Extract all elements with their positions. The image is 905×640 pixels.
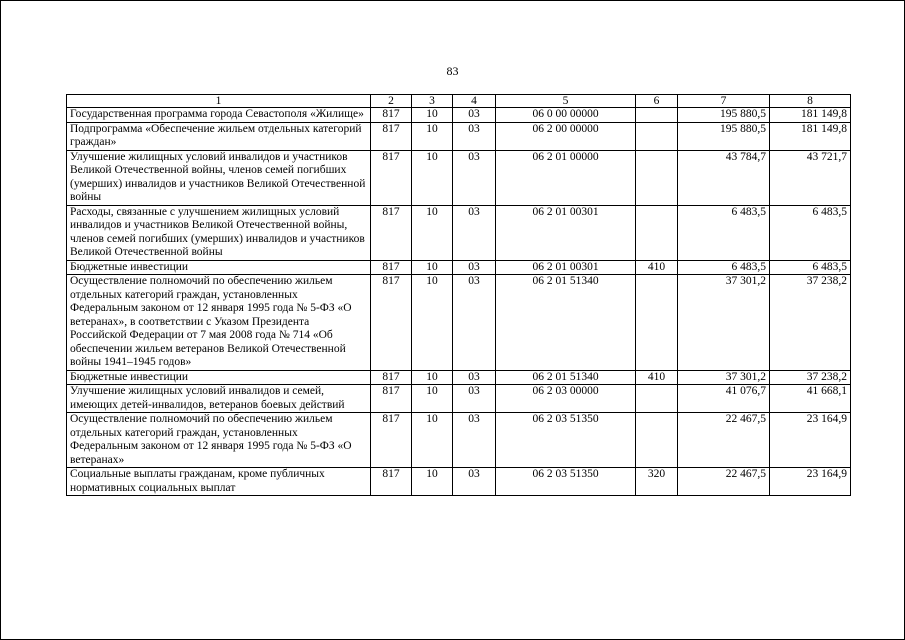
row-target-article: 06 2 01 00301 [496,260,636,275]
row-amount-2: 6 483,5 [770,205,851,260]
header-cell-1: 1 [67,95,371,108]
table-row [67,150,851,205]
row-target-article: 06 2 01 00000 [496,150,636,205]
row-ministry-code: 817 [371,275,412,371]
row-ministry-code: 817 [371,413,412,468]
header-cell-4: 4 [453,95,496,108]
row-amount-1: 6 483,5 [678,260,770,275]
row-subsection: 03 [453,385,496,413]
row-section: 10 [412,150,453,205]
row-amount-1: 22 467,5 [678,468,770,496]
row-ministry-code: 817 [371,370,412,385]
table-row [67,260,851,275]
row-target-article: 06 2 03 00000 [496,385,636,413]
row-amount-1: 6 483,5 [678,205,770,260]
header-cell-6: 6 [636,95,678,108]
table-row [67,205,851,260]
row-amount-1: 22 467,5 [678,413,770,468]
row-target-article: 06 2 00 00000 [496,122,636,150]
row-target-article: 06 2 01 51340 [496,370,636,385]
row-expense-type [636,385,678,413]
row-section: 10 [412,260,453,275]
row-name: Социальные выплаты гражданам, кроме публичных нормативных социальных выплат [67,468,371,496]
row-expense-type: 410 [636,260,678,275]
row-amount-1: 41 076,7 [678,385,770,413]
row-ministry-code: 817 [371,108,412,123]
row-amount-2: 37 238,2 [770,370,851,385]
row-amount-2: 23 164,9 [770,413,851,468]
row-section: 10 [412,205,453,260]
row-amount-1: 195 880,5 [678,122,770,150]
table-row [67,413,851,468]
row-expense-type [636,275,678,371]
row-expense-type [636,413,678,468]
row-amount-1: 43 784,7 [678,150,770,205]
row-amount-2: 181 149,8 [770,122,851,150]
row-section: 10 [412,275,453,371]
row-expense-type [636,205,678,260]
row-expense-type: 320 [636,468,678,496]
row-amount-1: 37 301,2 [678,370,770,385]
row-amount-2: 181 149,8 [770,108,851,123]
row-name: Улучшение жилищных условий инвалидов и участников Великой Отечественной войны, членов семей погибших (умерших) инвалидов и участников Великой Отечественной войны [67,150,371,205]
page-number: 83 [446,64,459,78]
row-name: Государственная программа города Севастополя «Жилище» [67,108,371,123]
row-subsection: 03 [453,260,496,275]
header-cell-3: 3 [412,95,453,108]
row-amount-1: 37 301,2 [678,275,770,371]
row-subsection: 03 [453,122,496,150]
row-subsection: 03 [453,275,496,371]
row-amount-2: 37 238,2 [770,275,851,371]
row-amount-2: 23 164,9 [770,468,851,496]
row-amount-2: 41 668,1 [770,385,851,413]
header-cell-2: 2 [371,95,412,108]
row-subsection: 03 [453,370,496,385]
row-target-article: 06 2 01 51340 [496,275,636,371]
row-section: 10 [412,413,453,468]
row-subsection: 03 [453,205,496,260]
row-expense-type [636,122,678,150]
header-cell-7: 7 [678,95,770,108]
table-row [67,275,851,371]
row-amount-2: 6 483,5 [770,260,851,275]
row-ministry-code: 817 [371,150,412,205]
budget-table [66,94,851,496]
row-expense-type [636,150,678,205]
row-amount-1: 195 880,5 [678,108,770,123]
row-ministry-code: 817 [371,260,412,275]
table-row [67,468,851,496]
row-ministry-code: 817 [371,385,412,413]
row-section: 10 [412,370,453,385]
header-cell-8: 8 [770,95,851,108]
row-section: 10 [412,108,453,123]
row-target-article: 06 2 03 51350 [496,468,636,496]
table-row [67,370,851,385]
header-cell-5: 5 [496,95,636,108]
row-expense-type [636,108,678,123]
row-name: Улучшение жилищных условий инвалидов и семей, имеющих детей-инвалидов, ветеранов боевых действий [67,385,371,413]
row-subsection: 03 [453,413,496,468]
row-ministry-code: 817 [371,468,412,496]
row-name: Осуществление полномочий по обеспечению жильем отдельных категорий граждан, установленных Федеральным законом от 12 января 1995 года № 5-ФЗ «О ветеранах», в соответствии с Указом Президента Российской Федерации от 7 мая 2008 года № 714 «Об обеспечении жильем ветеранов Великой Отечественной войны 1941–1945 годов» [67,275,371,371]
row-subsection: 03 [453,468,496,496]
table-row [67,122,851,150]
header-row [67,95,851,108]
row-target-article: 06 2 03 51350 [496,413,636,468]
row-expense-type: 410 [636,370,678,385]
row-name: Расходы, связанные с улучшением жилищных условий инвалидов и участников Великой Отечественной войны, членов семей погибших (умерших) инвалидов и участников Великой Отечественной войны [67,205,371,260]
row-section: 10 [412,468,453,496]
row-subsection: 03 [453,108,496,123]
row-section: 10 [412,385,453,413]
row-name: Осуществление полномочий по обеспечению жильем отдельных категорий граждан, установленных Федеральным законом от 12 января 1995 года № 5-ФЗ «О ветеранах» [67,413,371,468]
table-row [67,108,851,123]
row-amount-2: 43 721,7 [770,150,851,205]
row-target-article: 06 2 01 00301 [496,205,636,260]
table-row [67,385,851,413]
row-name: Подпрограмма «Обеспечение жильем отдельных категорий граждан» [67,122,371,150]
row-subsection: 03 [453,150,496,205]
row-name: Бюджетные инвестиции [67,370,371,385]
row-ministry-code: 817 [371,205,412,260]
row-ministry-code: 817 [371,122,412,150]
row-target-article: 06 0 00 00000 [496,108,636,123]
row-section: 10 [412,122,453,150]
row-name: Бюджетные инвестиции [67,260,371,275]
